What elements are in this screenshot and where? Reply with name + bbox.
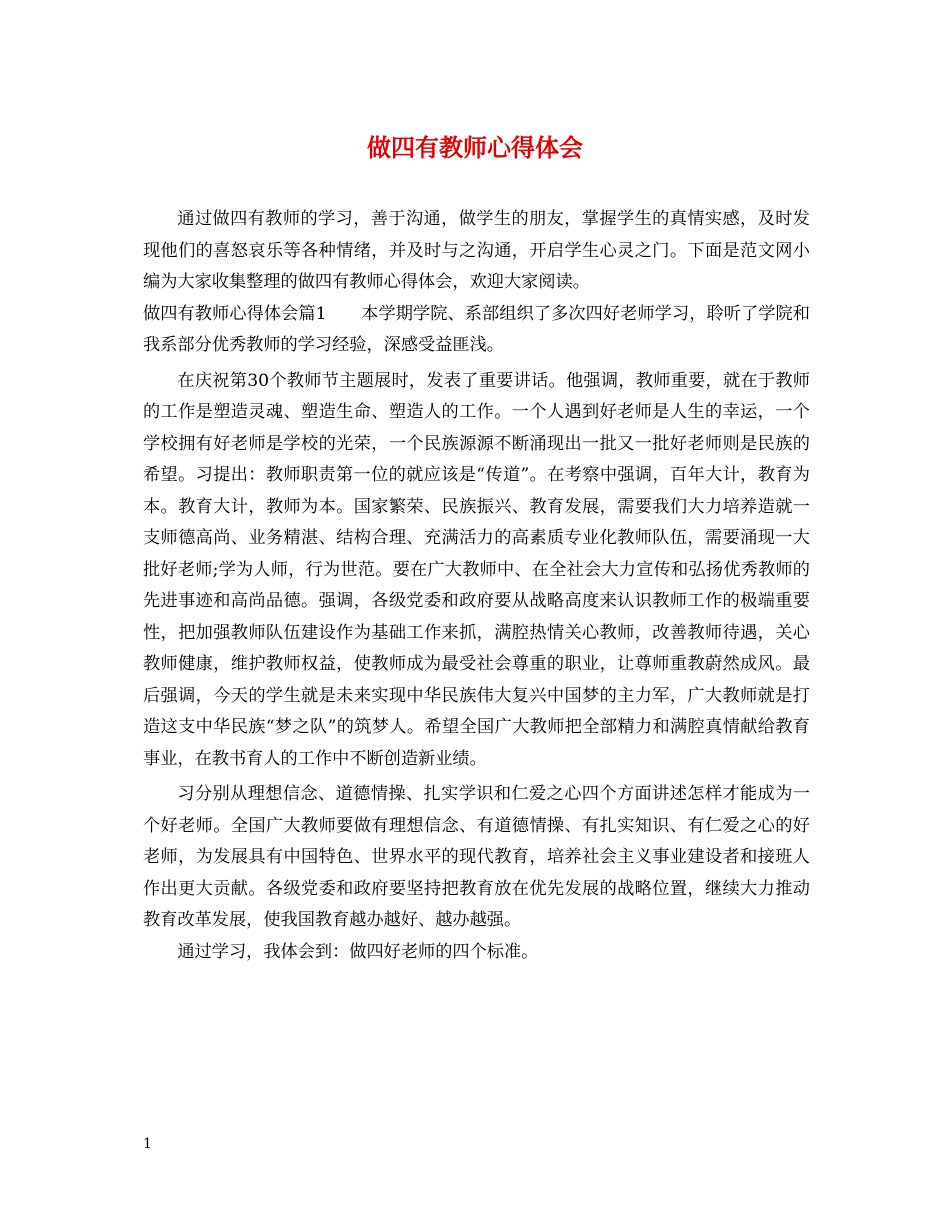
- paragraph-section-heading: 做四有教师心得体会篇1 本学期学院、系部组织了多次四好老师学习，聆听了学院和我系部分优秀教师的学习经验，深感受益匪浅。: [143, 303, 810, 355]
- page-number: 1: [143, 1136, 152, 1152]
- document-body: [143, 204, 810, 968]
- document-title: 做四有教师心得体会: [367, 133, 583, 162]
- paragraph-conclusion: 通过学习，我体会到：做四好老师的四个标准。: [177, 941, 539, 962]
- paragraph-four-aspects: 习分别从理想信念、道德情操、扎实学识和仁爱之心四个方面讲述怎样才能成为一个好老师。全国广大教师要做有理想信念、有道德情操、有扎实知识、有仁爱之心的好老师，为发展具有中国特色、世界水平的现代教育，培养社会主义事业建设者和接班人作出更大贡献。各级党委和政府要坚持把教育放在优先发展的战略位置，继续大力推动教育改革发展，使我国教育越办越好、越办越强。: [143, 784, 810, 930]
- paragraph-speech: 在庆祝第30个教师节主题展时，发表了重要讲话。他强调，教师重要，就在于教师的工作是塑造灵魂、塑造生命、塑造人的工作。一个人遇到好老师是人生的幸运，一个学校拥有好老师是学校的光荣，一个民族源源不断涌现出一批又一批好老师则是民族的希望。习提出：教师职责第一位的就应该是“传道”。在考察中强调，百年大计，教育为本。教育大计，教师为本。国家繁荣、民族振兴、教育发展，需要我们大力培养造就一支师德高尚、业务精湛、结构合理、充满活力的高素质专业化教师队伍，需要涌现一大批好老师;学为人师，行为世范。要在广大教师中、在全社会大力宣传和弘扬优秀教师的先进事迹和高尚品德。强调，各级党委和政府要从战略高度来认识教师工作的极端重要性，把加强教师队伍建设作为基础工作来抓，满腔热情关心教师，改善教师待遇，关心教师健康，维护教师权益，使教师成为最受社会尊重的职业，让尊师重教蔚然成风。最后强调，今天的学生就是未来实现中华民族伟大复兴中国梦的主力军，广大教师就是打造这支中华民族“梦之队”的筑梦人。希望全国广大教师把全部精力和满腔真情献给教育事业，在教书育人的工作中不断创造新业绩。: [143, 370, 810, 769]
- paragraph-intro: 通过做四有教师的学习，善于沟通，做学生的朋友，掌握学生的真情实感，及时发现他们的喜怒哀乐等各种情绪，并及时与之沟通，开启学生心灵之门。下面是范文网小编为大家收集整理的做四有教师心得体会，欢迎大家阅读。: [143, 209, 810, 292]
